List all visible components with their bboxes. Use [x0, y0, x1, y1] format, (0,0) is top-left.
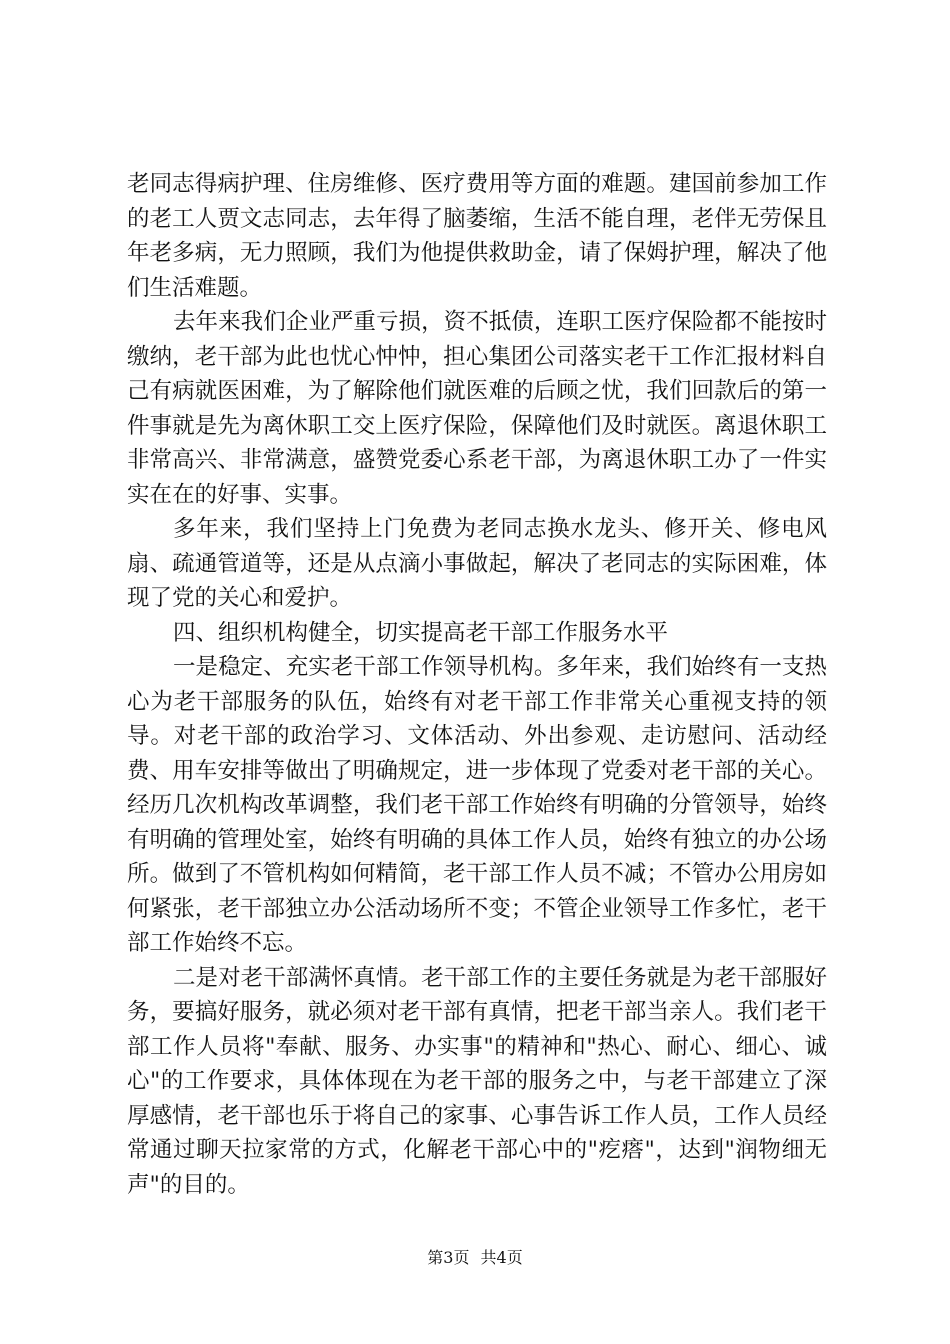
- page-total: 共4页: [480, 1248, 523, 1267]
- paragraph-continued: 老同志得病护理、住房维修、医疗费用等方面的难题。建国前参加工作的老工人贾文志同志，去年得了脑萎缩，生活不能自理，老伴无劳保且年老多病，无力照顾，我们为他提供救助金，请了保姆护理，解决了他们生活难题。: [127, 171, 827, 301]
- section-heading: 四、组织机构健全，切实提高老干部工作服务水平: [173, 619, 669, 646]
- page-number: 第3页: [427, 1248, 470, 1267]
- paragraph: 一是稳定、充实老干部工作领导机构。多年来，我们始终有一支热心为老干部服务的队伍，始终有对老干部工作非常关心重视支持的领导。对老干部的政治学习、文体活动、外出参观、走访慰问、活动经费、用车安排等做出了明确规定，进一步体现了党委对老干部的关心。经历几次机构改革调整，我们老干部工作始终有明确的分管领导，始终有明确的管理处室，始终有明确的具体工作人员，始终有独立的办公场所。做到了不管机构如何精简，老干部工作人员不减；不管办公用房如何紧张，老干部独立办公活动场所不变；不管企业领导工作多忙，老干部工作始终不忘。: [127, 654, 827, 956]
- paragraph: 去年来我们企业严重亏损，资不抵债，连职工医疗保险都不能按时缴纳，老干部为此也忧心忡忡，担心集团公司落实老干工作汇报材料自己有病就医困难，为了解除他们就医难的后顾之忧，我们回款后的第一件事就是先为离休职工交上医疗保险，保障他们及时就医。离退休职工非常高兴、非常满意，盛赞党委心系老干部，为离退休职工办了一件实实在在的好事、实事。: [127, 309, 827, 508]
- page-footer: [0, 1245, 950, 1268]
- paragraph: 多年来，我们坚持上门免费为老同志换水龙头、修开关、修电风扇、疏通管道等，还是从点滴小事做起，解决了老同志的实际困难，体现了党的关心和爱护。: [127, 516, 827, 611]
- document-body: [127, 167, 827, 1202]
- paragraph: 二是对老干部满怀真情。老干部工作的主要任务就是为老干部服好务，要搞好服务，就必须对老干部有真情，把老干部当亲人。我们老干部工作人员将"奉献、服务、办实事"的精神和"热心、耐心、细心、诚心"的工作要求，具体体现在为老干部的服务之中，与老干部建立了深厚感情，老干部也乐于将自己的家事、心事告诉工作人员，工作人员经常通过聊天拉家常的方式，化解老干部心中的"疙瘩"，达到"润物细无声"的目的。: [127, 964, 827, 1198]
